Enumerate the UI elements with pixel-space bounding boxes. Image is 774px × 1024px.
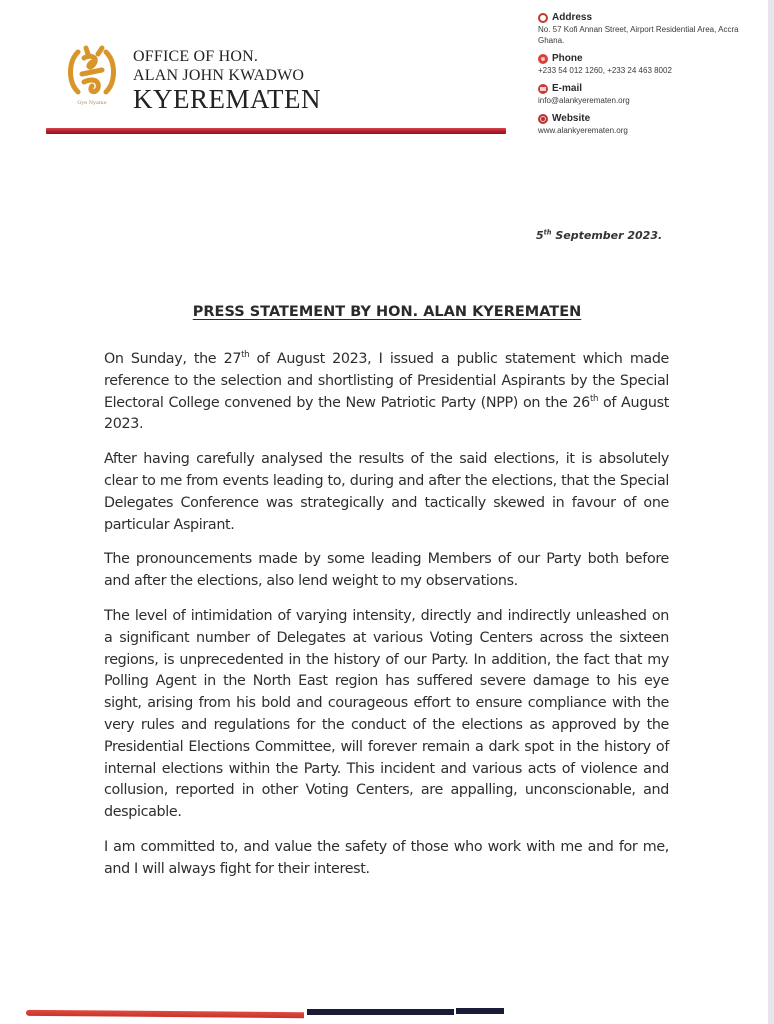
contact-value: +233 54 012 1260, +233 24 463 8002 [538, 66, 672, 75]
header-divider [46, 128, 506, 134]
contact-label: E-mail [552, 83, 583, 94]
office-line-1: OFFICE OF HON. [133, 48, 259, 65]
paragraph-5: I am committed to, and value the safety of those who work with me and for me, and I will always fight for their interest. [104, 838, 669, 877]
contact-phone [538, 53, 758, 76]
contact-label: Phone [552, 53, 583, 64]
statement-title: PRESS STATEMENT BY HON. ALAN KYEREMATEN [192, 304, 582, 320]
office-surname: KYEREMATEN [133, 84, 321, 114]
contact-label: Address [552, 12, 593, 23]
logo-caption: Gye Nyame [77, 100, 107, 106]
office-line-2: ALAN JOHN KWADWO [133, 67, 305, 84]
statement-body [104, 349, 669, 894]
paragraph-1: On Sunday, the 27th of August 2023, I issued a public statement which made reference to the selection and shortlisting of Presidential Aspirants by the Special Electoral College convened by the New Patriotic Party (NPP) on the 26th of August 2023. [104, 350, 669, 433]
footer-rule-navy [307, 1009, 454, 1015]
contact-email [538, 83, 758, 106]
contact-details [538, 12, 758, 143]
paragraph-3: The pronouncements made by some leading Members of our Party both before and after the elections, also lend weight to my observations. [104, 551, 669, 590]
contact-label: Website [552, 113, 591, 124]
globe-icon [538, 114, 548, 124]
contact-address [538, 12, 758, 46]
footer-rule-navy-end [456, 1008, 504, 1014]
office-name [133, 47, 321, 114]
contact-value: info@alankyerematen.org [538, 96, 630, 105]
gye-nyame-logo-icon [64, 44, 120, 108]
contact-value: No. 57 Kofi Annan Street, Airport Residential Area, Accra Ghana. [538, 25, 739, 45]
gye-nyame-symbol-icon [64, 44, 120, 100]
page-edge-shadow [768, 0, 774, 1024]
statement-date: 5th September 2023. [536, 228, 663, 242]
footer-rule-red [26, 1010, 304, 1018]
contact-value: www.alankyerematen.org [538, 126, 628, 135]
email-icon [538, 84, 548, 94]
paragraph-4: The level of intimidation of varying intensity, directly and indirectly unleashed on a significant number of Delegates at various Voting Centers across the sixteen regions, is unprecedented in the history of our Party. In addition, the fact that my Polling Agent in the North East region has suffered severe damage to his eye sight, arising from his bold and courageous effort to ensure compliance with the very rules and regulations for the conduct of the elections as approved by the Presidential Elections Committee, will forever remain a dark spot in the history of internal elections within the Party. This incident and various acts of violence and collusion, reported in other Voting Centers, are appalling, unconscionable, and despicable. [104, 607, 669, 821]
paragraph-2: After having carefully analysed the results of the said elections, it is absolutely clear to me from events leading to, during and after the elections, that the Special Delegates Conference was strategically and tactically skewed in favour of one particular Aspirant. [104, 451, 669, 533]
location-icon [538, 13, 548, 23]
phone-icon [538, 54, 548, 64]
contact-website [538, 113, 758, 136]
